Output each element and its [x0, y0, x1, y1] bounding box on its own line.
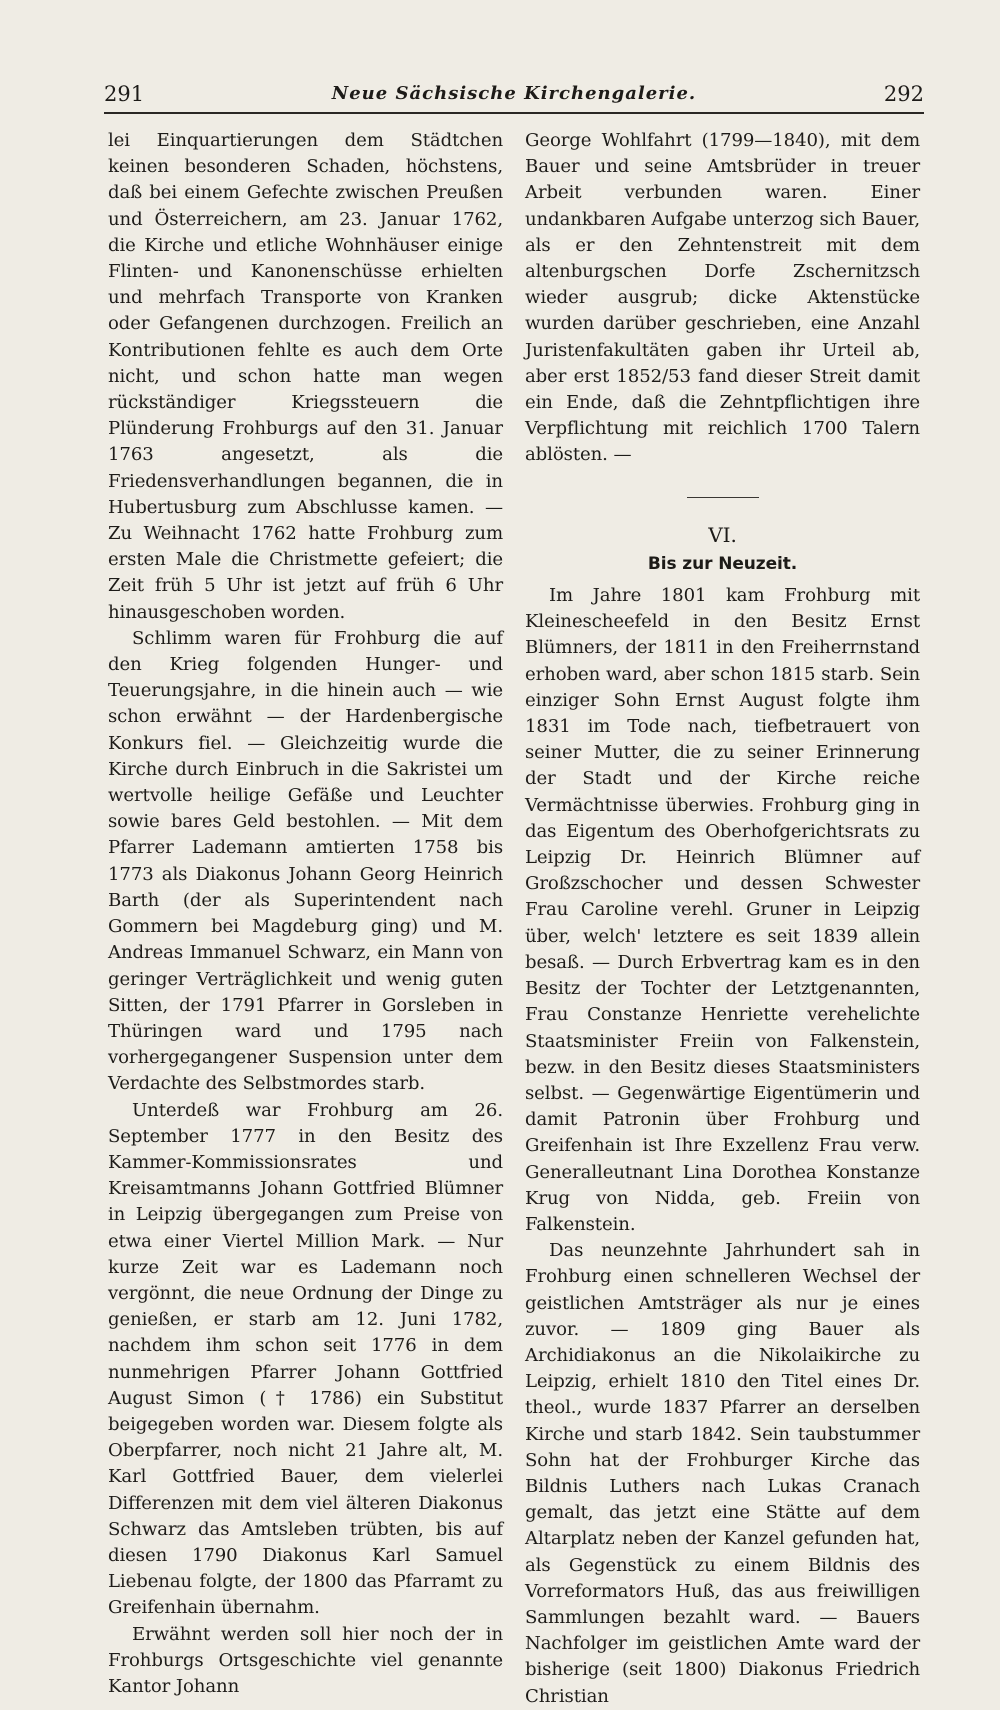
section-title: Bis zur Neuzeit.	[647, 553, 798, 574]
paragraph: Unterdeß war Frohburg am 26. September 1777 in den Besitz des Kammer-Kommissionsrates und Kreisamtmanns Johann Gottfried Blümner in Leipzig übergegangen zum Preise von etwa einer Viertel Million Mark. — Nur kurze Zeit war es Lademann noch vergönnt, die neue Ordnung der Dinge zu genießen, er starb am 12. Juni 1782, nachdem ihm schon seit 1776 in dem nunmehrigen Pfarrer Johann Gottfried August Simon († 1786) ein Substitut beigegeben worden war. Diesem folgte als Oberpfarrer, noch nicht 21 Jahre alt, M. Karl Gottfried Bauer, dem vielerlei Differenzen mit dem viel älteren Diakonus Schwarz das Amtsleben trübten, bis auf diesen 1790 Diakonus Karl Samuel Liebenau folgte, der 1800 das Pfarramt zu Greifenhain übernahm.	[108, 1099, 503, 1619]
right-column	[525, 128, 920, 1710]
section-number: VI.	[708, 522, 737, 547]
paragraph: Erwähnt werden soll hier noch der in Frohburgs Ortsgeschichte viel genannte Kantor Johann	[108, 1623, 503, 1697]
page-header	[104, 82, 924, 114]
left-column	[108, 128, 503, 1700]
paragraph: lei Einquartierungen dem Städtchen keinen besonderen Schaden, höchstens, daß bei einem Gefechte zwischen Preußen und Österreichern, am 23. Januar 1762, die Kirche und etliche Wohnhäuser einige Flinten- und Kanonenschüsse erhielten und mehrfach Transporte von Kranken oder Gefangenen durchzogen. Freilich an Kontributionen fehlte es auch dem Orte nicht, und schon hatte man wegen rückständiger Kriegssteuern die Plünderung Frohburgs auf den 31. Januar 1763 angesetzt, als die Friedensverhandlungen begannen, die in Hubertusburg zum Abschlusse kamen. — Zu Weihnacht 1762 hatte Frohburg zum ersten Male die Christmette gefeiert; die Zeit früh 5 Uhr ist jetzt auf früh 6 Uhr hinausgeschoben worden.	[108, 130, 503, 623]
page-number-right: 292	[883, 82, 924, 106]
section-divider	[687, 497, 759, 498]
running-title: Neue Sächsische Kirchengalerie.	[331, 83, 697, 104]
page-number-left: 291	[104, 82, 145, 106]
paragraph: Schlimm waren für Frohburg die auf den Krieg folgenden Hunger- und Teuerungsjahre, in die hinein auch — wie schon erwähnt — der Hardenbergische Konkurs fiel. — Gleichzeitig wurde die Kirche durch Einbruch in die Sakristei um wertvolle heilige Gefäße und Leuchter sowie bares Geld bestohlen. — Mit dem Pfarrer Lademann amtierten 1758 bis 1773 als Diakonus Johann Georg Heinrich Barth (der als Superintendent nach Gommern bei Magdeburg ging) und M. Andreas Immanuel Schwarz, ein Mann von geringer Verträglichkeit und wenig guten Sitten, der 1791 Pfarrer in Gorsleben in Thüringen ward und 1795 nach vorhergegangener Suspension unter dem Verdachte des Selbstmordes starb.	[108, 627, 503, 1095]
paragraph: Im Jahre 1801 kam Frohburg mit Kleinescheefeld in den Besitz Ernst Blümners, der 1811 in den Freiherrnstand erhoben ward, aber schon 1815 starb. Sein einziger Sohn Ernst August folgte ihm 1831 im Tode nach, tiefbetrauert von seiner Mutter, die zu seiner Erinnerung der Stadt und der Kirche reiche Vermächtnisse überwies. Frohburg ging in das Eigentum des Oberhofgerichtsrats zu Leipzig Dr. Heinrich Blümner auf Großzschocher und dessen Schwester Frau Caroline verehl. Gruner in Leipzig über, welch' letztere es seit 1839 allein besaß. — Durch Erbvertrag kam es in den Besitz der Tochter der Letztgenannten, Frau Constanze Henriette verehelichte Staatsminister Freiin von Falkenstein, bezw. in den Besitz dieses Staatsministers selbst. — Gegenwärtige Eigentümerin und damit Patronin über Frohburg und Greifenhain ist Ihre Exzellenz Frau verw. Generalleutnant Lina Dorothea Konstanze Krug von Nidda, geb. Freiin von Falkenstein.	[525, 585, 920, 1235]
paragraph: Das neunzehnte Jahrhundert sah in Frohburg einen schnelleren Wechsel der geistlichen Amtsträger als nur je eines zuvor. — 1809 ging Bauer als Archidiakonus an die Nikolaikirche zu Leipzig, erhielt 1810 den Titel eines Dr. theol., wurde 1837 Pfarrer an derselben Kirche und starb 1842. Sein taubstummer Sohn hat der Frohburger Kirche das Bildnis Luthers nach Lukas Cranach gemalt, das jetzt eine Stätte auf dem Altarplatz neben der Kanzel gefunden hat, als Gegenstück zu einem Bildnis des Vorreformators Huß, das aus freiwilligen Sammlungen bezahlt ward. — Bauers Nachfolger im geistlichen Amte ward der bisherige (seit 1800) Diakonus Friedrich Christian	[525, 1240, 920, 1707]
paragraph: George Wohlfahrt (1799—1840), mit dem Bauer und seine Amtsbrüder in treuer Arbeit verbunden waren. Einer undankbaren Aufgabe unterzog sich Bauer, als er den Zehntenstreit mit dem altenburgschen Dorfe Zschernitzsch wieder ausgrub; dicke Aktenstücke wurden darüber geschrieben, eine Anzahl Juristenfakultäten gaben ihr Urteil ab, aber erst 1852/53 fand dieser Streit damit ein Ende, daß die Zehntpflichtigen ihre Verpflichtung mit reichlich 1700 Talern ablösten. —	[525, 130, 920, 466]
